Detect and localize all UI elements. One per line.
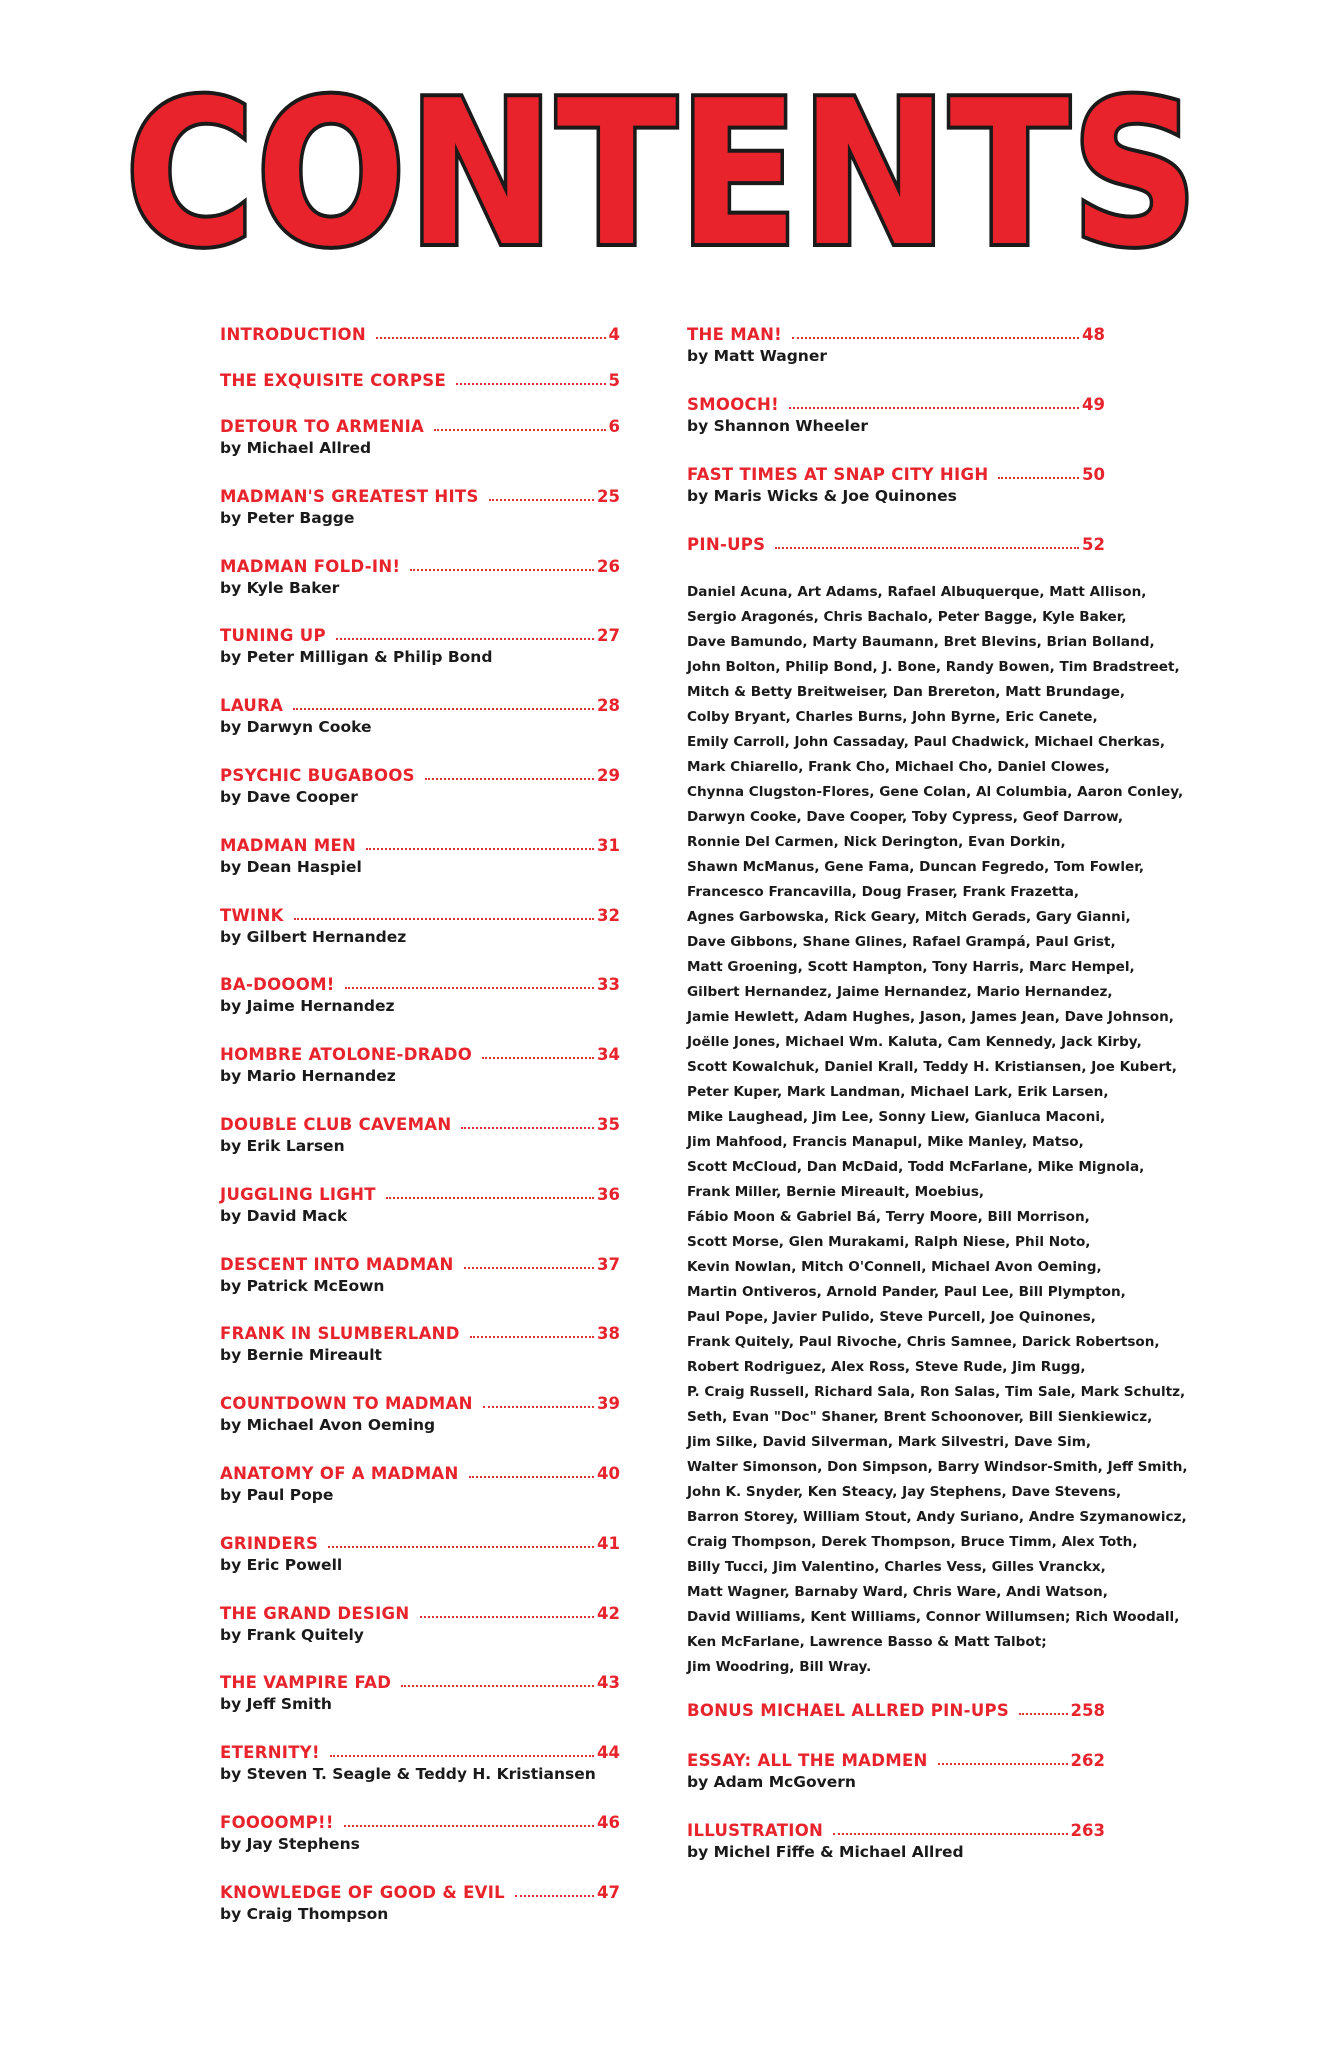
pinups-artist-line: Sergio Aragonés, Chris Bachalo, Peter Bagge, Kyle Baker, bbox=[687, 609, 1127, 625]
toc-entry-credit: by Eric Powell bbox=[220, 1555, 343, 1574]
toc-entry[interactable] bbox=[220, 1459, 620, 1509]
toc-entry-page: 37 bbox=[597, 1254, 620, 1274]
pinups-artist-line: John K. Snyder, Ken Steacy, Jay Stephens, Dave Stevens, bbox=[687, 1484, 1122, 1500]
pinups-artist-line: Ronnie Del Carmen, Nick Derington, Evan Dorkin, bbox=[687, 834, 1066, 850]
dot-leader bbox=[515, 1894, 594, 1897]
toc-entry-page: 47 bbox=[597, 1882, 620, 1902]
pinups-artist-line: Emily Carroll, John Cassaday, Paul Chadwick, Michael Cherkas, bbox=[687, 734, 1166, 750]
pinups-artist-line: Jim Mahfood, Francis Manapul, Mike Manley, Matso, bbox=[687, 1134, 1084, 1150]
dot-leader bbox=[470, 1335, 594, 1338]
toc-entry-credit: by David Mack bbox=[220, 1206, 348, 1225]
toc-entry-credit: by Steven T. Seagle & Teddy H. Kristiansen bbox=[220, 1765, 596, 1784]
toc-entry[interactable] bbox=[220, 412, 620, 462]
toc-entry-title: ETERNITY! bbox=[220, 1743, 320, 1763]
pinups-artist-line: Matt Groening, Scott Hampton, Tony Harris, Marc Hempel, bbox=[687, 959, 1135, 975]
pinups-artist-list bbox=[687, 580, 1188, 1680]
pinups-artist-line: Seth, Evan "Doc" Shaner, Brent Schoonover, Bill Sienkiewicz, bbox=[687, 1409, 1153, 1425]
toc-entry-page: 263 bbox=[1070, 1821, 1105, 1840]
toc-entry-page: 35 bbox=[597, 1114, 620, 1134]
toc-entry-title: MADMAN'S GREATEST HITS bbox=[220, 486, 479, 506]
toc-entry-credit: by Patrick McEown bbox=[220, 1276, 385, 1295]
pinups-artist-line: Jim Silke, David Silverman, Mark Silvestri, Dave Sim, bbox=[687, 1434, 1092, 1450]
toc-entry[interactable] bbox=[687, 1816, 1105, 1866]
toc-entry[interactable] bbox=[687, 320, 1105, 370]
pinups-artist-line: Darwyn Cooke, Dave Cooper, Toby Cypress, Geof Darrow, bbox=[687, 809, 1124, 825]
toc-entry-page: 40 bbox=[597, 1463, 620, 1483]
toc-entry-page: 6 bbox=[608, 417, 620, 436]
toc-entry-title: TUNING UP bbox=[220, 626, 326, 646]
toc-entry-page: 49 bbox=[1082, 395, 1105, 414]
toc-entry[interactable] bbox=[220, 482, 620, 532]
toc-entry-credit: by Michael Avon Oeming bbox=[220, 1416, 436, 1435]
pinups-artist-line: Jamie Hewlett, Adam Hughes, Jason, James Jean, Dave Johnson, bbox=[687, 1009, 1174, 1025]
toc-entry-page: 32 bbox=[597, 905, 620, 925]
toc-entry[interactable] bbox=[220, 901, 620, 951]
toc-entry[interactable] bbox=[687, 1746, 1105, 1796]
dot-leader bbox=[464, 1266, 594, 1269]
toc-entry-credit: by Frank Quitely bbox=[220, 1625, 364, 1644]
page-title: CONTENTS bbox=[125, 58, 1200, 291]
toc-entry-page: 31 bbox=[597, 835, 620, 855]
toc-entry[interactable] bbox=[220, 621, 620, 671]
dot-leader bbox=[410, 568, 594, 571]
toc-entry-credit: by Adam McGovern bbox=[687, 1773, 856, 1791]
toc-entry[interactable] bbox=[687, 460, 1105, 510]
pinups-artist-line: Scott McCloud, Dan McDaid, Todd McFarlane, Mike Mignola, bbox=[687, 1159, 1145, 1175]
toc-entry[interactable] bbox=[220, 1180, 620, 1230]
dot-leader bbox=[336, 637, 594, 640]
dot-leader bbox=[456, 382, 605, 385]
toc-entry-title: KNOWLEDGE OF GOOD & EVIL bbox=[220, 1882, 505, 1902]
toc-entry-page: 42 bbox=[597, 1603, 620, 1623]
pinups-artist-line: Frank Miller, Bernie Mireault, Moebius, bbox=[687, 1184, 985, 1200]
toc-entry-credit: by Maris Wicks & Joe Quinones bbox=[687, 487, 957, 505]
dot-leader bbox=[328, 1545, 594, 1548]
pinups-artist-line: Craig Thompson, Derek Thompson, Bruce Timm, Alex Toth, bbox=[687, 1534, 1138, 1550]
toc-entry-page: 258 bbox=[1070, 1701, 1105, 1720]
toc-entry[interactable] bbox=[220, 1599, 620, 1649]
toc-entry-credit: by Shannon Wheeler bbox=[687, 417, 869, 435]
pinups-artist-line: Gilbert Hernandez, Jaime Hernandez, Mario Hernandez, bbox=[687, 984, 1113, 1000]
toc-entry-title: DESCENT INTO MADMAN bbox=[220, 1254, 454, 1274]
toc-entry[interactable] bbox=[220, 1878, 620, 1928]
toc-entry-title: SMOOCH! bbox=[687, 395, 779, 414]
dot-leader bbox=[345, 986, 594, 989]
toc-entry-credit: by Michael Allred bbox=[220, 439, 372, 457]
toc-entry[interactable] bbox=[220, 1668, 620, 1718]
toc-entry-title: BA-DOOOM! bbox=[220, 975, 335, 995]
toc-entry-page: 262 bbox=[1070, 1751, 1105, 1770]
dot-leader bbox=[483, 1405, 594, 1408]
toc-entry-page: 50 bbox=[1082, 465, 1105, 484]
toc-entry[interactable] bbox=[687, 530, 1105, 558]
dot-leader bbox=[469, 1475, 594, 1478]
toc-entry-title: ESSAY: ALL THE MADMEN bbox=[687, 1751, 928, 1770]
toc-entry-title: JUGGLING LIGHT bbox=[220, 1184, 376, 1204]
toc-entry-page: 5 bbox=[608, 371, 620, 390]
toc-entry-credit: by Craig Thompson bbox=[220, 1904, 389, 1923]
toc-entry-title: TWINK bbox=[220, 905, 284, 925]
pinups-artist-line: Ken McFarlane, Lawrence Basso & Matt Talbot; bbox=[687, 1634, 1047, 1650]
dot-leader bbox=[461, 1126, 594, 1129]
toc-entry-title: DETOUR TO ARMENIA bbox=[220, 417, 425, 436]
dot-leader bbox=[344, 1824, 594, 1827]
toc-entry-page: 43 bbox=[597, 1673, 620, 1693]
pinups-artist-line: Kevin Nowlan, Mitch O'Connell, Michael Avon Oeming, bbox=[687, 1259, 1102, 1275]
toc-entry-page: 44 bbox=[597, 1743, 620, 1763]
toc-entry[interactable] bbox=[220, 1250, 620, 1300]
dot-leader bbox=[938, 1762, 1068, 1765]
toc-entry-page: 41 bbox=[597, 1533, 620, 1553]
dot-leader bbox=[366, 847, 594, 850]
toc-entry-credit: by Dave Cooper bbox=[220, 787, 358, 806]
toc-entry-title: LAURA bbox=[220, 696, 284, 716]
pinups-artist-line: Barron Storey, William Stout, Andy Suriano, Andre Szymanowicz, bbox=[687, 1509, 1187, 1525]
pinups-artist-line: Mitch & Betty Breitweiser, Dan Brereton, Matt Brundage, bbox=[687, 684, 1126, 700]
toc-entry-title: FRANK IN SLUMBERLAND bbox=[220, 1324, 460, 1344]
pinups-artist-line: Dave Bamundo, Marty Baumann, Bret Blevins, Brian Bolland, bbox=[687, 634, 1155, 650]
dot-leader bbox=[833, 1832, 1067, 1835]
toc-entry[interactable] bbox=[687, 1696, 1105, 1724]
pinups-artist-line: Joëlle Jones, Michael Wm. Kaluta, Cam Kennedy, Jack Kirby, bbox=[687, 1034, 1142, 1050]
dot-leader bbox=[294, 917, 594, 920]
toc-entry-credit: by Darwyn Cooke bbox=[220, 718, 372, 737]
toc-entry[interactable] bbox=[220, 691, 620, 741]
toc-entry[interactable] bbox=[220, 320, 620, 344]
toc-entry-credit: by Jaime Hernandez bbox=[220, 997, 395, 1016]
toc-entry[interactable] bbox=[220, 1040, 620, 1090]
pinups-artist-line: Robert Rodriguez, Alex Ross, Steve Rude, Jim Rugg, bbox=[687, 1359, 1086, 1375]
pinups-artist-line: Billy Tucci, Jim Valentino, Charles Vess, Gilles Vranckx, bbox=[687, 1559, 1106, 1575]
toc-entry-title: THE EXQUISITE CORPSE bbox=[220, 371, 447, 390]
toc-entry[interactable] bbox=[220, 831, 620, 881]
toc-entry-title: FOOOOMP!! bbox=[220, 1812, 334, 1832]
toc-entry-credit: by Peter Milligan & Philip Bond bbox=[220, 648, 493, 667]
toc-entry-title: THE GRAND DESIGN bbox=[220, 1603, 410, 1623]
dot-leader bbox=[330, 1754, 594, 1757]
toc-entry-title: GRINDERS bbox=[220, 1533, 319, 1553]
pinups-artist-line: Paul Pope, Javier Pulido, Steve Purcell, Joe Quinones, bbox=[687, 1309, 1096, 1325]
toc-entry-page: 46 bbox=[597, 1812, 620, 1832]
toc-entry-credit: by Dean Haspiel bbox=[220, 857, 362, 876]
pinups-artist-line: Francesco Francavilla, Doug Fraser, Frank Frazetta, bbox=[687, 884, 1080, 900]
pinups-artist-line: Agnes Garbowska, Rick Geary, Mitch Gerads, Gary Gianni, bbox=[687, 909, 1131, 925]
dot-leader bbox=[401, 1684, 594, 1687]
toc-entry-credit: by Matt Wagner bbox=[687, 347, 827, 365]
dot-leader bbox=[789, 406, 1079, 409]
pinups-artist-line: Scott Kowalchuk, Daniel Krall, Teddy H. Kristiansen, Joe Kubert, bbox=[687, 1059, 1177, 1075]
toc-entry-page: 29 bbox=[597, 765, 620, 785]
toc-entry-credit: by Gilbert Hernandez bbox=[220, 927, 407, 946]
toc-entry-title: HOMBRE ATOLONE-DRADO bbox=[220, 1045, 473, 1065]
toc-entry-title: MADMAN MEN bbox=[220, 835, 357, 855]
pinups-artist-line: Walter Simonson, Don Simpson, Barry Windsor-Smith, Jeff Smith, bbox=[687, 1459, 1188, 1475]
pinups-artist-line: Shawn McManus, Gene Fama, Duncan Fegredo, Tom Fowler, bbox=[687, 859, 1145, 875]
pinups-artist-line: P. Craig Russell, Richard Sala, Ron Salas, Tim Sale, Mark Schultz, bbox=[687, 1384, 1186, 1400]
toc-entry-page: 36 bbox=[597, 1184, 620, 1204]
pinups-artist-line: Martin Ontiveros, Arnold Pander, Paul Lee, Bill Plympton, bbox=[687, 1284, 1126, 1300]
toc-entry-title: ILLUSTRATION bbox=[687, 1821, 824, 1840]
dot-leader bbox=[425, 777, 594, 780]
toc-entry-title: FAST TIMES AT SNAP CITY HIGH bbox=[687, 465, 989, 484]
toc-left-column bbox=[220, 320, 620, 1948]
toc-entry[interactable] bbox=[220, 1529, 620, 1579]
dot-leader bbox=[775, 546, 1079, 549]
toc-entry[interactable] bbox=[220, 366, 620, 390]
toc-entry-page: 48 bbox=[1082, 325, 1105, 344]
toc-entry-page: 38 bbox=[597, 1324, 620, 1344]
toc-entry-credit: by Paul Pope bbox=[220, 1485, 334, 1504]
toc-entry[interactable] bbox=[687, 390, 1105, 440]
toc-entry-credit: by Mario Hernandez bbox=[220, 1067, 396, 1086]
toc-entry[interactable] bbox=[220, 1319, 620, 1369]
pinups-artist-line: Peter Kuper, Mark Landman, Michael Lark, Erik Larsen, bbox=[687, 1084, 1109, 1100]
toc-entry-title: DOUBLE CLUB CAVEMAN bbox=[220, 1114, 452, 1134]
toc-entry-title: BONUS MICHAEL ALLRED PIN-UPS bbox=[687, 1701, 1010, 1720]
toc-entry-page: 26 bbox=[597, 556, 620, 576]
toc-entry-page: 4 bbox=[608, 325, 620, 344]
pinups-artist-line: Colby Bryant, Charles Burns, John Byrne, Eric Canete, bbox=[687, 709, 1098, 725]
dot-leader bbox=[420, 1615, 595, 1618]
dot-leader bbox=[293, 707, 594, 710]
pinups-artist-line: Mark Chiarello, Frank Cho, Michael Cho, Daniel Clowes, bbox=[687, 759, 1110, 775]
dot-leader bbox=[1019, 1712, 1067, 1715]
toc-entry-credit: by Bernie Mireault bbox=[220, 1346, 382, 1365]
dot-leader bbox=[386, 1196, 594, 1199]
toc-entry[interactable] bbox=[220, 552, 620, 602]
toc-entry-title: ANATOMY OF A MADMAN bbox=[220, 1463, 459, 1483]
toc-entry[interactable] bbox=[220, 970, 620, 1020]
toc-entry[interactable] bbox=[220, 1808, 620, 1858]
dot-leader bbox=[998, 476, 1079, 479]
pinups-artist-line: Chynna Clugston-Flores, Gene Colan, Al Columbia, Aaron Conley, bbox=[687, 784, 1184, 800]
toc-entry-title: THE MAN! bbox=[687, 325, 783, 344]
pinups-artist-line: John Bolton, Philip Bond, J. Bone, Randy Bowen, Tim Bradstreet, bbox=[687, 659, 1180, 675]
toc-entry-credit: by Erik Larsen bbox=[220, 1136, 345, 1155]
toc-entry-credit: by Peter Bagge bbox=[220, 508, 355, 527]
pinups-artist-line: Mike Laughead, Jim Lee, Sonny Liew, Gianluca Maconi, bbox=[687, 1109, 1106, 1125]
toc-entry[interactable] bbox=[220, 1389, 620, 1439]
dot-leader bbox=[434, 428, 605, 431]
pinups-artist-line: Dave Gibbons, Shane Glines, Rafael Grampá, Paul Grist, bbox=[687, 934, 1116, 950]
toc-entry-page: 33 bbox=[597, 975, 620, 995]
pinups-artist-line: Frank Quitely, Paul Rivoche, Chris Samnee, Darick Robertson, bbox=[687, 1334, 1160, 1350]
toc-entry-page: 39 bbox=[597, 1394, 620, 1414]
toc-entry-credit: by Jeff Smith bbox=[220, 1695, 332, 1714]
dot-leader bbox=[489, 498, 594, 501]
toc-entry[interactable] bbox=[220, 1110, 620, 1160]
pinups-artist-line: Jim Woodring, Bill Wray. bbox=[687, 1659, 872, 1675]
pinups-artist-line: Matt Wagner, Barnaby Ward, Chris Ware, Andi Watson, bbox=[687, 1584, 1108, 1600]
toc-entry[interactable] bbox=[220, 761, 620, 811]
dot-leader bbox=[482, 1056, 594, 1059]
toc-entry-page: 25 bbox=[597, 486, 620, 506]
toc-entry-title: MADMAN FOLD-IN! bbox=[220, 556, 401, 576]
toc-entry-credit: by Jay Stephens bbox=[220, 1834, 360, 1853]
toc-right-column bbox=[687, 320, 1188, 1886]
toc-entry[interactable] bbox=[220, 1738, 620, 1788]
toc-entry-page: 34 bbox=[597, 1045, 620, 1065]
pinups-artist-line: Daniel Acuna, Art Adams, Rafael Albuquerque, Matt Allison, bbox=[687, 584, 1147, 600]
toc-entry-title: PSYCHIC BUGABOOS bbox=[220, 765, 415, 785]
dot-leader bbox=[376, 336, 606, 339]
pinups-artist-line: Scott Morse, Glen Murakami, Ralph Niese, Phil Noto, bbox=[687, 1234, 1091, 1250]
pinups-artist-line: Fábio Moon & Gabriel Bá, Terry Moore, Bill Morrison, bbox=[687, 1209, 1090, 1225]
toc-entry-page: 27 bbox=[597, 626, 620, 646]
toc-entry-credit: by Michel Fiffe & Michael Allred bbox=[687, 1843, 964, 1861]
dot-leader bbox=[792, 336, 1079, 339]
toc-entry-credit: by Kyle Baker bbox=[220, 578, 340, 597]
toc-entry-title: PIN-UPS bbox=[687, 535, 766, 554]
toc-entry-page: 28 bbox=[597, 696, 620, 716]
toc-entry-title: INTRODUCTION bbox=[220, 325, 366, 344]
toc-entry-page: 52 bbox=[1082, 535, 1105, 554]
toc-entry-title: THE VAMPIRE FAD bbox=[220, 1673, 392, 1693]
toc-entry-title: COUNTDOWN TO MADMAN bbox=[220, 1394, 473, 1414]
pinups-artist-line: David Williams, Kent Williams, Connor Willumsen; Rich Woodall, bbox=[687, 1609, 1180, 1625]
